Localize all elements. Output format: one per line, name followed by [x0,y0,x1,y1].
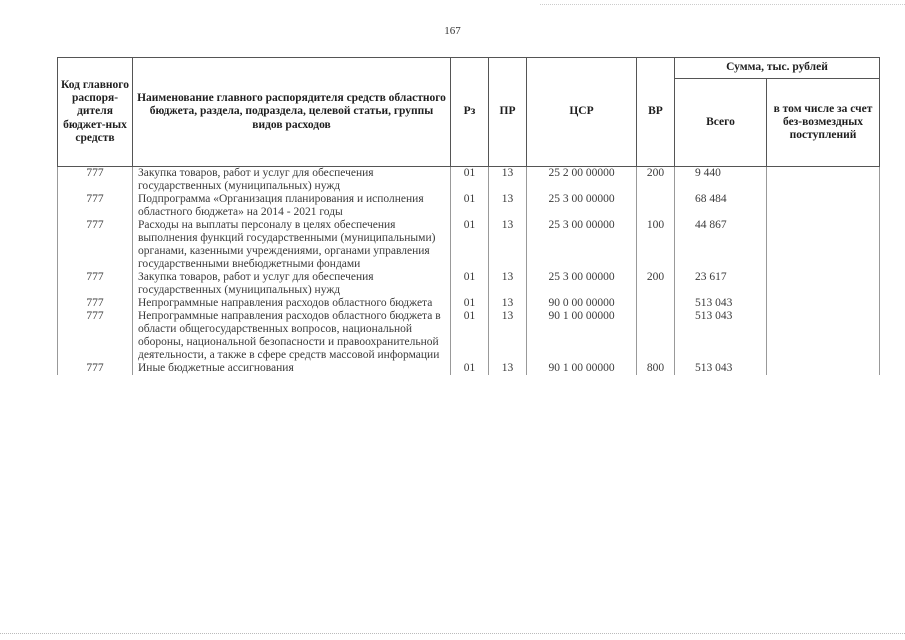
cell-code: 777 [58,297,133,310]
cell-name: Иные бюджетные ассигнования [133,362,451,375]
cell-total: 23 617 [675,271,767,297]
cell-csr: 25 3 00 00000 [527,219,637,271]
cell-name: Закупка товаров, работ и услуг для обеспечения государственных (муниципальных) нужд [133,167,451,194]
cell-vr: 100 [637,219,675,271]
cell-name: Подпрограмма «Организация планирования и исполнения областного бюджета» на 2014 - 2021 годы [133,193,451,219]
cell-pr: 13 [489,167,527,194]
cell-vr [637,297,675,310]
header-including: в том числе за счет без-возмездных поступлений [767,79,880,167]
cell-name: Непрограммные направления расходов областного бюджета [133,297,451,310]
cell-pr: 13 [489,362,527,375]
header-csr: ЦСР [527,58,637,167]
cell-including [767,193,880,219]
cell-csr: 25 2 00 00000 [527,167,637,194]
cell-including [767,310,880,362]
cell-vr: 800 [637,362,675,375]
cell-total: 68 484 [675,193,767,219]
cell-code: 777 [58,310,133,362]
cell-name: Непрограммные направления расходов областного бюджета в области общегосударственных вопросов, национальной обороны, национальной безопасности и правоохранительной деятельности, а также в сфере средств массовой информации [133,310,451,362]
table-header-row [58,58,880,79]
cell-rz: 01 [451,362,489,375]
table-row [58,310,880,362]
scan-bottom-edge [0,633,905,634]
cell-rz: 01 [451,219,489,271]
table-row [58,271,880,297]
cell-rz: 01 [451,271,489,297]
cell-total: 513 043 [675,362,767,375]
cell-vr: 200 [637,271,675,297]
cell-pr: 13 [489,219,527,271]
cell-csr: 25 3 00 00000 [527,193,637,219]
cell-vr [637,310,675,362]
header-rz: Рз [451,58,489,167]
cell-including [767,362,880,375]
header-code: Код главного распоря-дителя бюджет-ных средств [58,58,133,167]
cell-rz: 01 [451,167,489,194]
cell-including [767,167,880,194]
cell-including [767,297,880,310]
table-row [58,193,880,219]
cell-total: 44 867 [675,219,767,271]
header-sum-group: Сумма, тыс. рублей [675,58,880,79]
cell-code: 777 [58,362,133,375]
cell-vr [637,193,675,219]
cell-code: 777 [58,193,133,219]
cell-code: 777 [58,271,133,297]
cell-csr: 90 0 00 00000 [527,297,637,310]
header-name: Наименование главного распорядителя средств областного бюджета, раздела, подраздела, целевой статьи, группы видов расходов [133,58,451,167]
table-body [58,167,880,376]
cell-rz: 01 [451,193,489,219]
budget-table [57,57,880,375]
header-vr: ВР [637,58,675,167]
cell-pr: 13 [489,271,527,297]
cell-name: Расходы на выплаты персоналу в целях обеспечения выполнения функций государственными (муниципальными) органами, казенными учреждениями, органами управления государственными внебюджетными фондами [133,219,451,271]
cell-rz: 01 [451,297,489,310]
cell-vr: 200 [637,167,675,194]
cell-csr: 90 1 00 00000 [527,362,637,375]
cell-code: 777 [58,219,133,271]
cell-name: Закупка товаров, работ и услуг для обеспечения государственных (муниципальных) нужд [133,271,451,297]
table-row [58,167,880,194]
cell-code: 777 [58,167,133,194]
table-row [58,297,880,310]
cell-pr: 13 [489,310,527,362]
cell-pr: 13 [489,193,527,219]
header-total: Всего [675,79,767,167]
cell-rz: 01 [451,310,489,362]
cell-csr: 90 1 00 00000 [527,310,637,362]
page-number: 167 [444,25,461,37]
table-row [58,219,880,271]
header-pr: ПР [489,58,527,167]
table-row [58,362,880,375]
cell-csr: 25 3 00 00000 [527,271,637,297]
cell-total: 9 440 [675,167,767,194]
cell-including [767,219,880,271]
scan-top-edge [540,4,905,5]
cell-total: 513 043 [675,297,767,310]
cell-total: 513 043 [675,310,767,362]
cell-pr: 13 [489,297,527,310]
cell-including [767,271,880,297]
